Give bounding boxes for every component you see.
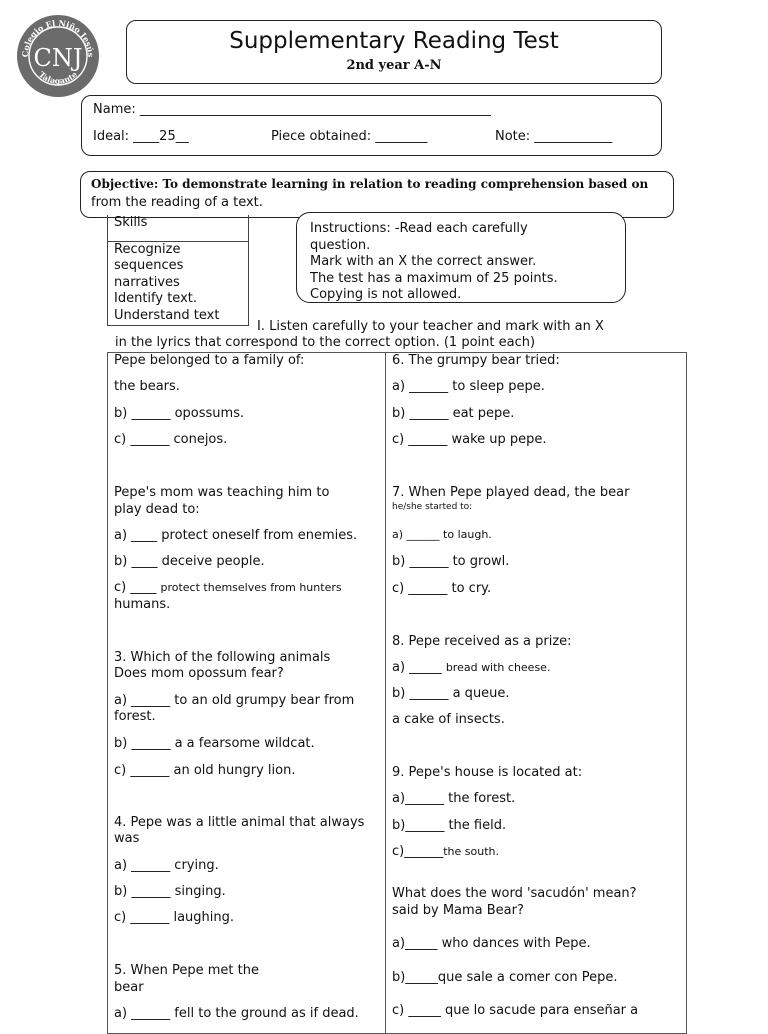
answer-option[interactable]: the bears. (114, 379, 180, 394)
question-stem: Does mom opossum fear? (114, 666, 284, 681)
answer-option[interactable]: a) ____ protect oneself from enemies. (114, 528, 358, 543)
answer-prefix: c)______ (392, 844, 444, 859)
question-stem: play dead to: (114, 502, 200, 517)
logo-bottom-text: Talagante (36, 69, 80, 86)
question-stem: 7. When Pepe played dead, the bear (392, 485, 630, 500)
answer-option[interactable]: b) ______ to growl. (392, 554, 510, 569)
skill-item: narratives (114, 274, 180, 290)
skill-item: Identify text. (114, 291, 197, 307)
name-field[interactable]: Name: ______________________________________________________ (93, 102, 491, 117)
skills-list (114, 242, 219, 324)
question-stem: 9. Pepe's house is located at: (392, 765, 583, 780)
question-stem: 3. Which of the following animals (114, 650, 331, 665)
answer-option[interactable] (392, 660, 550, 675)
instruction-line: Instructions: -Read each carefully (310, 221, 528, 236)
question-stem: Pepe belonged to a family of: (114, 353, 305, 368)
skills-header: Skills (114, 215, 148, 230)
answer-option[interactable]: a)______ the forest. (392, 791, 516, 806)
instruction-line: Mark with an X the correct answer. (310, 254, 537, 270)
answer-option[interactable]: c) _____ que lo sacude para enseñar a (392, 1003, 639, 1018)
skill-item: Understand text (114, 307, 220, 323)
question-stem: he/she started to: (392, 502, 473, 512)
logo-top-text: Colegio El Niño Jesús (19, 17, 97, 58)
logo-monogram: CNJ (33, 44, 83, 72)
objective-box (80, 171, 674, 218)
title-box (126, 20, 662, 84)
instruction-line: question. (310, 237, 371, 253)
page-subtitle: 2nd year A-N (346, 58, 442, 73)
answer-option[interactable]: a) ______ to an old grumpy bear from (114, 693, 355, 708)
answer-option[interactable]: b) ______ eat pepe. (392, 406, 515, 421)
instructions-text (310, 221, 558, 304)
student-info-box (81, 95, 662, 156)
answer-option[interactable]: a) ______ crying. (114, 858, 219, 873)
answer-option[interactable]: c) ______ conejos. (114, 432, 228, 447)
answer-option[interactable]: a cake of insects. (392, 712, 505, 727)
answer-text: forest. (114, 709, 156, 724)
question-stem: 5. When Pepe met the (114, 963, 259, 978)
question-stem: said by Mama Bear? (392, 903, 524, 918)
answer-option[interactable]: a) ______ fell to the ground as if dead. (114, 1006, 359, 1021)
answer-text: humans. (114, 597, 171, 612)
answer-option[interactable]: b) ______ opossums. (114, 406, 245, 421)
objective-line-2: from the reading of a text. (91, 195, 263, 210)
question-stem: was (114, 831, 140, 846)
page-title: Supplementary Reading Test (229, 28, 559, 54)
answer-option[interactable]: c) ______ to cry. (392, 581, 492, 596)
school-logo (16, 14, 100, 98)
answer-option[interactable] (392, 527, 492, 542)
answer-option[interactable]: a)_____ who dances with Pepe. (392, 936, 591, 951)
answer-text: to laugh. (443, 528, 492, 541)
answer-option[interactable]: b) ______ a a fearsome wildcat. (114, 736, 315, 751)
instruction-line: The test has a maximum of 25 points. (310, 270, 558, 286)
answer-option[interactable]: b)_____que sale a comer con Pepe. (392, 970, 618, 985)
answer-option[interactable]: a) ______ to sleep pepe. (392, 379, 545, 394)
answer-option[interactable] (114, 580, 342, 595)
answer-prefix: a) _____ (392, 660, 446, 675)
question-stem: What does the word 'sacudón' mean? (392, 886, 637, 901)
objective-line-1: Objective: To demonstrate learning in relation to reading comprehension based on (91, 177, 649, 191)
question-stem: bear (114, 980, 144, 995)
piece-obtained-field[interactable]: Piece obtained: ________ (271, 129, 428, 144)
answer-option[interactable]: c) ______ an old hungry lion. (114, 763, 296, 778)
skill-item: sequences (114, 258, 184, 274)
instruction-line: Copying is not allowed. (310, 287, 462, 303)
skills-table (107, 215, 249, 326)
answer-option[interactable]: c) ______ laughing. (114, 910, 235, 925)
answer-option[interactable] (392, 844, 499, 859)
section-intro-line-2: in the lyrics that correspond to the correct option. (1 point each) (115, 335, 536, 350)
question-stem: 8. Pepe received as a prize: (392, 634, 572, 649)
answer-text: protect themselves from hunters (160, 581, 342, 594)
answer-option[interactable]: b)______ the field. (392, 818, 507, 833)
answer-option[interactable]: b) ____ deceive people. (114, 554, 265, 569)
instructions-box (296, 212, 626, 303)
column-divider (385, 353, 386, 1033)
questions-table (107, 352, 687, 1034)
answer-prefix: a) ______ (392, 528, 444, 541)
answer-option[interactable]: b) ______ a queue. (392, 686, 510, 701)
ideal-score: Ideal: ____25__ (93, 129, 189, 144)
question-stem: 4. Pepe was a little animal that always (114, 815, 365, 830)
answer-text: bread with cheese. (445, 661, 551, 674)
answer-text: the south. (443, 845, 499, 858)
skill-item: Recognize (114, 242, 181, 257)
answer-prefix: c) ____ (114, 580, 161, 595)
answer-option[interactable]: c) ______ wake up pepe. (392, 432, 547, 447)
question-stem: Pepe's mom was teaching him to (114, 485, 330, 500)
answer-option[interactable]: b) ______ singing. (114, 884, 226, 899)
section-intro-line-1: I. Listen carefully to your teacher and mark with an X (257, 319, 604, 334)
note-field[interactable]: Note: ____________ (495, 129, 613, 144)
question-stem: 6. The grumpy bear tried: (392, 353, 560, 368)
